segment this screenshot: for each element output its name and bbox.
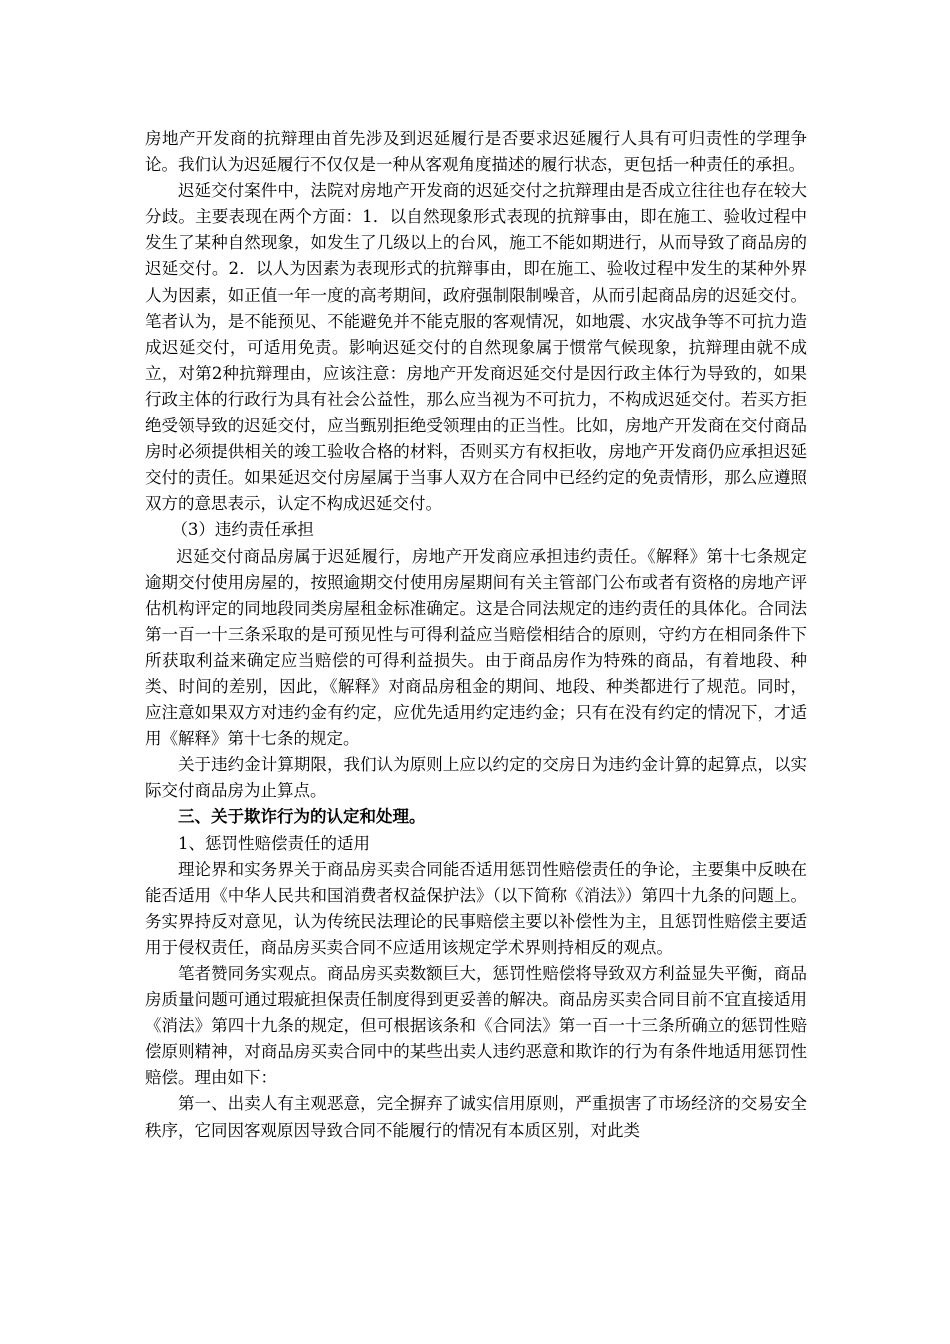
paragraph-debate: 理论界和实务界关于商品房买卖合同能否适用惩罚性赔偿责任的争论，主要集中反映在能否适用《中华人民共和国消费者权益保护法》（以下简称《消法》）第四十九条的问题上。务实界持反对意见，认为传统民法理论的民事赔偿主要以补偿性为主，且惩罚性赔偿主要适用于侵权责任，商品房买卖合同不应适用该规定学术界则持相反的观点。 (145, 859, 807, 957)
paragraph-continuation: 房地产开发商的抗辩理由首先涉及到迟延履行是否要求迟延履行人具有可归责性的学理争论。我们认为迟延履行不仅仅是一种从客观角度描述的履行状态，更包括一种责任的承担。 (145, 129, 807, 175)
document-body (145, 126, 807, 1144)
paragraph-author-view: 笔者赞同务实观点。商品房买卖数额巨大，惩罚性赔偿将导致双方利益显失平衡，商品房质量问题可通过瑕疵担保责任制度得到更妥善的解决。商品房买卖合同目前不宜直接适用《消法》第四十九条的规定，但可根据该条和《合同法》第一百一十三条所确立的惩罚性赔偿原则精神，对商品房买卖合同中的某些出卖人违约恶意和欺诈的行为有条件地适用惩罚性赔偿。理由如下： (145, 964, 807, 1088)
paragraph-penalty-period: 关于违约金计算期限，我们认为原则上应以约定的交房日为违约金计算的起算点，以实际交付商品房为止算点。 (145, 755, 807, 801)
section-heading-fraud: 三、关于欺诈行为的认定和处理。 (178, 807, 426, 827)
paragraph-liability: 迟延交付商品房属于迟延履行，房地产开发商应承担违约责任。《解释》第十七条规定逾期交付使用房屋的，按照逾期交付使用房屋期间有关主管部门公布或者有资格的房地产评估机构评定的同地段同类房屋租金标准确定。这是合同法规定的违约责任的具体化。合同法第一百一十三条采取的是可预见性与可得利益应当赔偿相结合的原则，守约方在相同条件下所获取利益来确定应当赔偿的可得利益损失。由于商品房作为特殊的商品，有着地段、种类、时间的差别，因此，《解释》对商品房租金的期间、地段、种类都进行了规范。同时，应注意如果双方对违约金有约定，应优先适用约定违约金；只有在没有约定的情况下，才适用《解释》第十七条的规定。 (145, 546, 807, 749)
subheading-punitive: 1、惩罚性赔偿责任的适用 (178, 833, 370, 853)
subheading-liability: （3）违约责任承担 (171, 520, 314, 540)
paragraph-reason-one: 第一、出卖人有主观恶意，完全摒弃了诚实信用原则，严重损害了市场经济的交易安全秩序，它同因客观原因导致合同不能履行的情况有本质区别，对此类 (145, 1094, 807, 1140)
paragraph-delayed-delivery: 迟延交付案件中，法院对房地产开发商的迟延交付之抗辩理由是否成立往往也存在较大分歧。主要表现在两个方面：1．以自然现象形式表现的抗辩事由，即在施工、验收过程中发生了某种自然现象，如发生了几级以上的台风，施工不能如期进行，从而导致了商品房的迟延交付。2．以人为因素为表现形式的抗辩事由，即在施工、验收过程中发生的某种外界人为因素，如正值一年一度的高考期间，政府强制限制噪音，从而引起商品房的迟延交付。笔者认为，是不能预见、不能避免并不能克服的客观情况，如地震、水灾战争等不可抗力造成迟延交付，可适用免责。影响迟延交付的自然现象属于惯常气候现象，抗辩理由就不成立，对第2种抗辩理由，应该注意：房地产开发商迟延交付是因行政主体行为导致的，如果行政主体的行政行为具有社会公益性，那么应当视为不可抗力，不构成迟延交付。若买方拒绝受领导致的迟延交付，应当甄别拒绝受领理由的正当性。比如，房地产开发商在交付商品房时必须提供相关的竣工验收合格的材料，否则买方有权拒收，房地产开发商仍应承担迟延交付的责任。如果延迟交付房屋属于当事人双方在合同中已经约定的免责情形，那么应遵照双方的意思表示，认定不构成迟延交付。 (145, 181, 807, 514)
